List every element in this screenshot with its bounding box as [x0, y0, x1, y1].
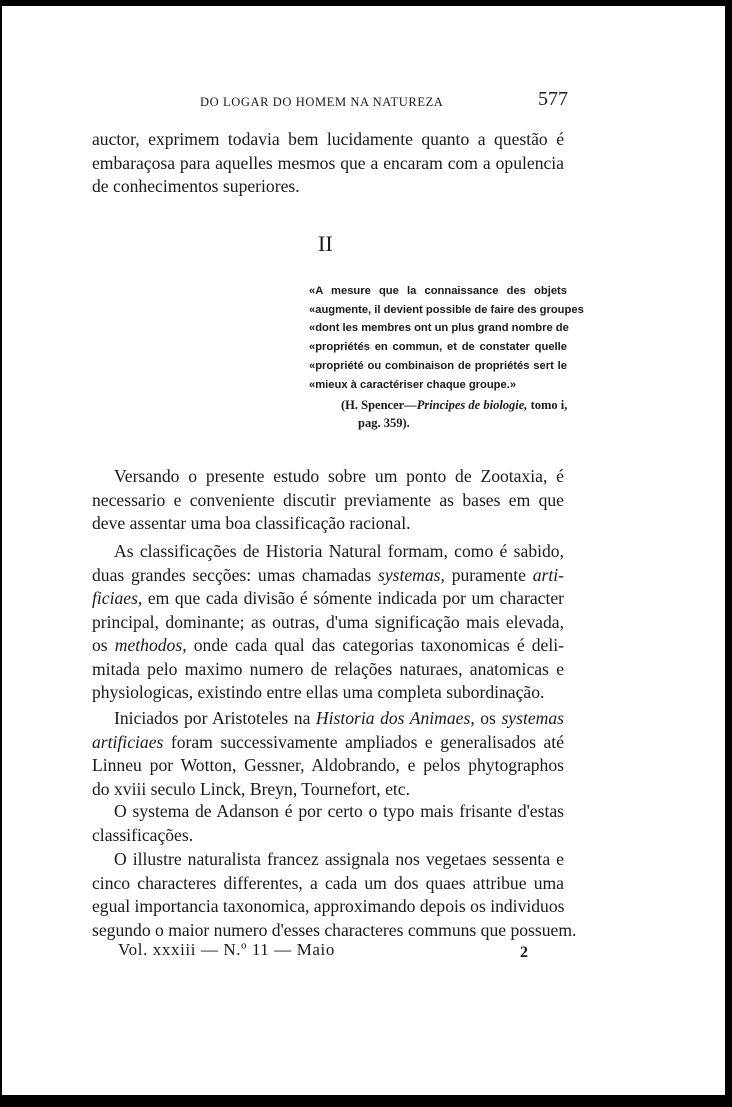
paragraph-4	[92, 800, 564, 847]
text-line: Iniciados por Aristoteles na Historia dos Animaes, os systemas	[114, 708, 564, 728]
epigraph-quote	[309, 282, 584, 394]
citation-volume: tomo i,	[527, 398, 568, 412]
opening-paragraph	[92, 128, 564, 199]
text-line: de conhecimentos superiores.	[92, 176, 300, 196]
text-line: necessario e conveniente discutir previamente as bases em que	[92, 489, 564, 510]
citation-author: (H. Spencer—	[341, 398, 417, 412]
text-line: principal, dominante; as outras, d'uma significação mais elevada,	[92, 611, 564, 632]
scan-edge-bottom	[0, 1095, 732, 1107]
text-line: os methodos, onde cada qual das categorias taxonomicas é deli-	[92, 635, 564, 655]
citation-work: Principes de biologie,	[416, 398, 528, 412]
text-line: egual importancia taxonomica, approximando depois os individuos	[92, 896, 565, 916]
text-line: O illustre naturalista francez assignala nos vegetaes sessenta e	[114, 849, 564, 869]
text-line: segundo o maior numero d'esses characteres communs que possuem.	[92, 919, 577, 940]
text-line: artificiaes foram successivamente ampliados e generalisados até	[92, 731, 564, 752]
epigraph-line: «A mesure que la connaissance des objets	[309, 285, 567, 297]
text-line: deve assentar uma boa classificação racional.	[92, 513, 411, 533]
citation-line	[341, 396, 567, 414]
scan-edge-top	[0, 0, 732, 6]
epigraph-line: «propriétés en commun, et de constater quelle	[309, 341, 567, 354]
signature-mark: 2	[520, 944, 528, 961]
text-line: ficiaes, em que cada divisão é sómente indicada por um character	[92, 588, 564, 608]
text-line: cinco characteres differentes, a cada um dos quaes attribue uma	[92, 872, 564, 893]
text-line: do xviii seculo Linck, Breyn, Tournefort, etc.	[92, 778, 410, 799]
text-line: O systema de Adanson é por certo o typo mais frisante d'estas	[114, 801, 564, 821]
running-title: DO LOGAR DO HOMEM NA NATUREZA	[200, 95, 444, 109]
text-line: Linneu por Wotton, Gessner, Aldobrando, e pelos phytographos	[92, 755, 564, 775]
text-line: embaraçosa para aquelles mesmos que a encaram com a opulencia	[92, 152, 564, 173]
text-line: As classificações de Historia Natural formam, como é sabido,	[114, 541, 564, 561]
page-number: 577	[538, 88, 568, 110]
epigraph-line: «mieux à caractériser chaque groupe.»	[309, 378, 517, 391]
text-line: duas grandes secções: umas chamadas systemas, puramente arti-	[92, 564, 565, 585]
scan-edge-right	[725, 0, 732, 1107]
epigraph-line: «dont les membres ont un plus grand nombre de	[309, 322, 569, 335]
paragraph-5	[92, 848, 577, 942]
paragraph-3	[92, 707, 564, 801]
text-line: physiologicas, existindo entre ellas uma completa subordinação.	[92, 682, 545, 702]
scan-edge-left	[0, 0, 2, 1107]
citation-page: pag. 359).	[358, 416, 410, 430]
paragraph-1	[92, 465, 564, 536]
volume-footer: Vol. xxxiii — N.º 11 — Maio	[118, 940, 335, 959]
text-line: Versando o presente estudo sobre um ponto de Zootaxia, é	[114, 466, 564, 486]
epigraph-line: «propriété ou combinaison de propriétés sert le	[309, 359, 567, 372]
paragraph-2	[92, 540, 564, 705]
epigraph-citation	[341, 396, 567, 432]
text-line: classificações.	[92, 824, 194, 845]
text-line: auctor, exprimem todavia bem lucidamente quanto a questão é	[92, 129, 564, 149]
section-heading: II	[318, 231, 333, 256]
epigraph-line: «augmente, il devient possible de faire des groupes	[309, 303, 584, 316]
text-line: mitada pelo maximo numero de relações naturaes, anatomicas e	[92, 658, 564, 679]
